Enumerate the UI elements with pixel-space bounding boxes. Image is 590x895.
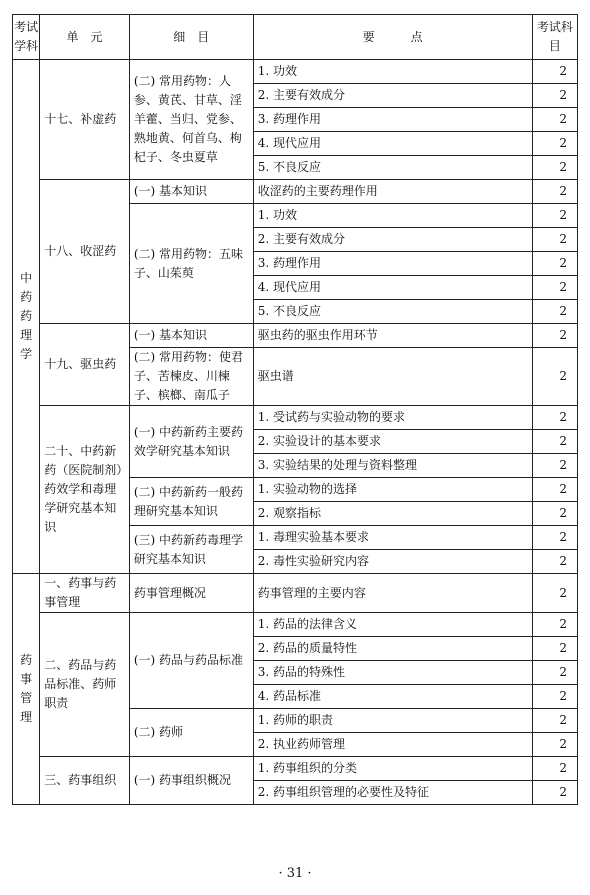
table-row [13, 324, 578, 348]
level-cell: 2 [532, 550, 577, 574]
table-header-row [13, 15, 578, 60]
level-cell: 2 [532, 108, 577, 132]
point-cell: 4. 药品标准 [253, 685, 532, 709]
point-cell: 3. 实验结果的处理与资料整理 [253, 454, 532, 478]
unit-cell: 十九、驱虫药 [40, 324, 130, 406]
table-row [13, 574, 578, 613]
point-cell: 驱虫谱 [253, 348, 532, 406]
point-cell: 2. 实验设计的基本要求 [253, 430, 532, 454]
point-cell: 2. 执业药师管理 [253, 733, 532, 757]
point-cell: 3. 药理作用 [253, 108, 532, 132]
item-cell: (二) 常用药物：五味子、山茱萸 [129, 204, 253, 324]
unit-cell: 十八、收涩药 [40, 180, 130, 324]
header-item: 细 目 [129, 15, 253, 60]
table-row [13, 757, 578, 781]
table-row [13, 180, 578, 204]
level-cell: 2 [532, 526, 577, 550]
unit-cell: 三、药事组织 [40, 757, 130, 805]
level-cell: 2 [532, 84, 577, 108]
level-cell: 2 [532, 637, 577, 661]
header-point: 要 点 [253, 15, 532, 60]
item-cell: (一) 中药新药主要药效学研究基本知识 [129, 406, 253, 478]
item-cell: (二) 常用药物：人参、黄芪、甘草、淫羊藿、当归、党参、熟地黄、何首乌、枸杞子、冬虫夏草 [129, 60, 253, 180]
point-cell: 2. 药事组织管理的必要性及特征 [253, 781, 532, 805]
point-cell: 2. 主要有效成分 [253, 228, 532, 252]
level-cell: 2 [532, 324, 577, 348]
point-cell: 1. 药事组织的分类 [253, 757, 532, 781]
level-cell: 2 [532, 454, 577, 478]
level-cell: 2 [532, 60, 577, 84]
point-cell: 2. 观察指标 [253, 502, 532, 526]
level-cell: 2 [532, 574, 577, 613]
header-subject: 考试学科 [13, 15, 40, 60]
point-cell: 2. 药品的质量特性 [253, 637, 532, 661]
item-cell: (二) 常用药物：使君子、苦楝皮、川楝子、槟榔、南瓜子 [129, 348, 253, 406]
level-cell: 2 [532, 478, 577, 502]
table-row [13, 613, 578, 637]
syllabus-table [12, 14, 578, 805]
point-cell: 1. 功效 [253, 60, 532, 84]
unit-cell: 一、药事与药事管理 [40, 574, 130, 613]
table-body [13, 60, 578, 805]
level-cell: 2 [532, 781, 577, 805]
subject-cell: 中药药理学 [13, 60, 40, 574]
table-row [13, 406, 578, 430]
level-cell: 2 [532, 228, 577, 252]
point-cell: 驱虫药的驱虫作用环节 [253, 324, 532, 348]
level-cell: 2 [532, 132, 577, 156]
level-cell: 2 [532, 685, 577, 709]
header-level: 考试科目 [532, 15, 577, 60]
item-cell: (一) 药品与药品标准 [129, 613, 253, 709]
level-cell: 2 [532, 661, 577, 685]
level-cell: 2 [532, 300, 577, 324]
point-cell: 4. 现代应用 [253, 132, 532, 156]
header-unit: 单 元 [40, 15, 130, 60]
point-cell: 1. 毒理实验基本要求 [253, 526, 532, 550]
point-cell: 药事管理的主要内容 [253, 574, 532, 613]
point-cell: 2. 主要有效成分 [253, 84, 532, 108]
level-cell: 2 [532, 733, 577, 757]
subject-cell: 药事管理 [13, 574, 40, 805]
unit-cell: 二十、中药新药（医院制剂）药效学和毒理学研究基本知识 [40, 406, 130, 574]
item-cell: (二) 药师 [129, 709, 253, 757]
point-cell: 3. 药理作用 [253, 252, 532, 276]
level-cell: 2 [532, 709, 577, 733]
level-cell: 2 [532, 180, 577, 204]
page-number: · 31 · [278, 866, 312, 881]
point-cell: 5. 不良反应 [253, 300, 532, 324]
item-cell: (一) 基本知识 [129, 180, 253, 204]
point-cell: 1. 实验动物的选择 [253, 478, 532, 502]
point-cell: 1. 受试药与实验动物的要求 [253, 406, 532, 430]
unit-cell: 十七、补虚药 [40, 60, 130, 180]
level-cell: 2 [532, 204, 577, 228]
point-cell: 1. 药师的职责 [253, 709, 532, 733]
point-cell: 1. 药品的法律含义 [253, 613, 532, 637]
table-row [13, 60, 578, 84]
level-cell: 2 [532, 348, 577, 406]
item-cell: (一) 基本知识 [129, 324, 253, 348]
item-cell: (三) 中药新药毒理学研究基本知识 [129, 526, 253, 574]
point-cell: 3. 药品的特殊性 [253, 661, 532, 685]
point-cell: 4. 现代应用 [253, 276, 532, 300]
level-cell: 2 [532, 156, 577, 180]
level-cell: 2 [532, 406, 577, 430]
level-cell: 2 [532, 613, 577, 637]
level-cell: 2 [532, 276, 577, 300]
level-cell: 2 [532, 757, 577, 781]
item-cell: (一) 药事组织概况 [129, 757, 253, 805]
unit-cell: 二、药品与药品标准、药师职责 [40, 613, 130, 757]
item-cell: 药事管理概况 [129, 574, 253, 613]
level-cell: 2 [532, 502, 577, 526]
point-cell: 1. 功效 [253, 204, 532, 228]
level-cell: 2 [532, 252, 577, 276]
point-cell: 5. 不良反应 [253, 156, 532, 180]
level-cell: 2 [532, 430, 577, 454]
point-cell: 收涩药的主要药理作用 [253, 180, 532, 204]
item-cell: (二) 中药新药一般药理研究基本知识 [129, 478, 253, 526]
point-cell: 2. 毒性实验研究内容 [253, 550, 532, 574]
